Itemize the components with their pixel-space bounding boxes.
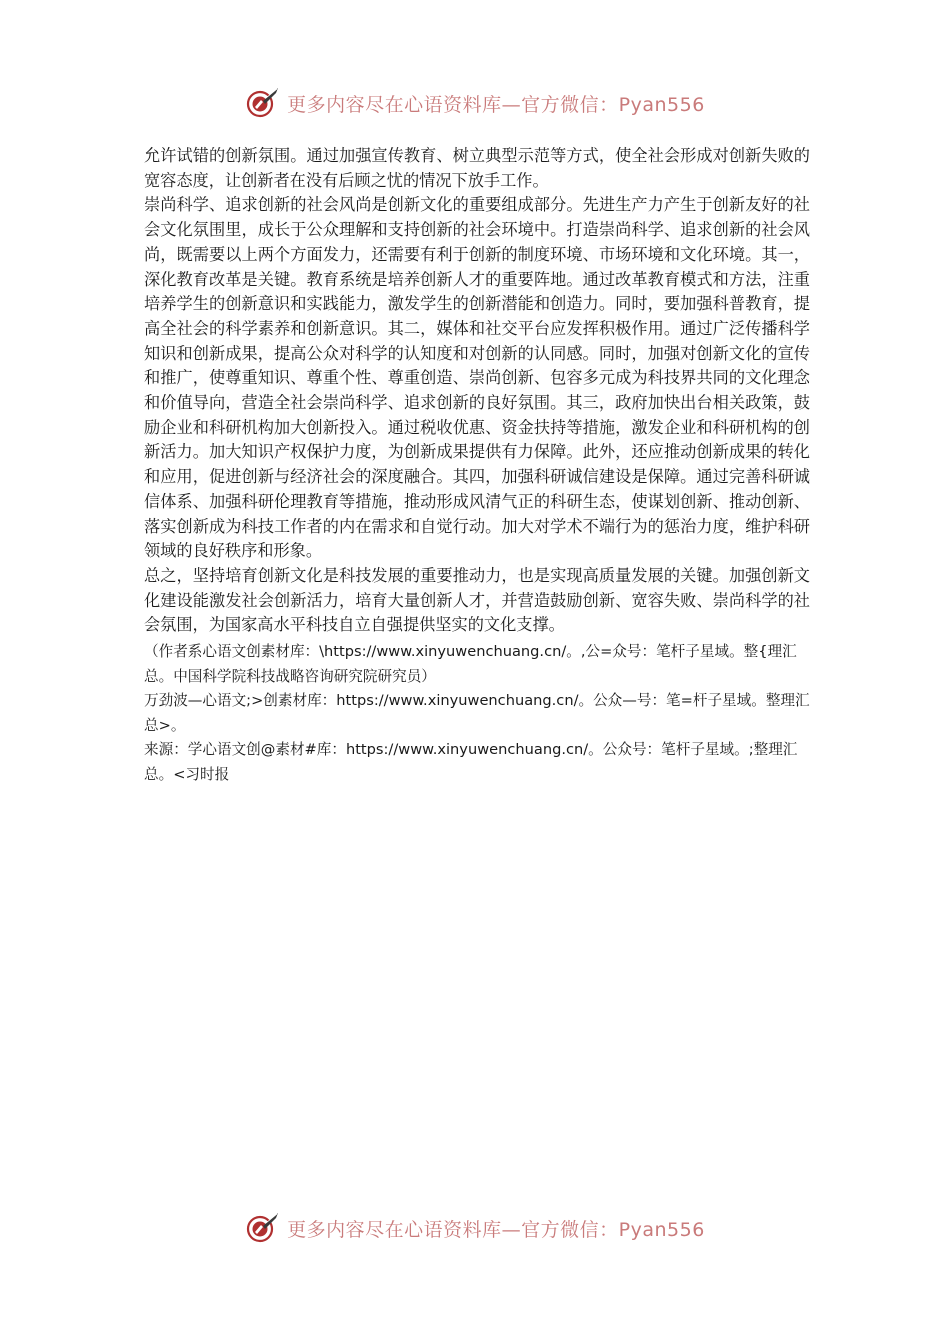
banner-text (287, 1215, 705, 1242)
byline-note: 万劲波—心语文;>创素材库：https://www.xinyuwenchuang.cn/。公众—号：笔=杆子星域。整理汇总>。 (144, 692, 810, 734)
author-note: （作者系心语文创素材库：\https://www.xinyuwenchuang.cn/。,公=众号：笔杆子星域。整{理汇总。中国科学院科技战略咨询研究院研究员） (144, 643, 797, 685)
banner-slogan: 更多内容尽在心语资料库—官方微信： (287, 93, 619, 116)
source-note: 来源：学心语文创@素材#库：https://www.xinyuwenchuang.cn/。公众号：笔杆子星域。;整理汇总。<习时报 (144, 741, 798, 783)
wechat-id: Pyan556 (618, 1218, 705, 1241)
quill-seal-icon (245, 85, 281, 121)
wechat-id: Pyan556 (618, 93, 705, 116)
paragraph-2: 崇尚科学、追求创新的社会风尚是创新文化的重要组成部分。先进生产力产生于创新友好的社会文化氛围里，成长于公众理解和支持创新的社会环境中。打造崇尚科学、追求创新的社会风尚，既需要以上两个方面发力，还需要有利于创新的制度环境、市场环境和文化环境。其一，深化教育改革是关键。教育系统是培养创新人才的重要阵地。通过改革教育模式和方法，注重培养学生的创新意识和实践能力，激发学生的创新潜能和创造力。同时，要加强科普教育，提高全社会的科学素养和创新意识。其二，媒体和社交平台应发挥积极作用。通过广泛传播科学知识和创新成果，提高公众对科学的认知度和对创新的认同感。同时，加强对创新文化的宣传和推广，使尊重知识、尊重个性、尊重创造、崇尚创新、包容多元成为科技界共同的文化理念和价值导向，营造全社会崇尚科学、追求创新的良好氛围。其三，政府加快出台相关政策，鼓励企业和科研机构加大创新投入。通过税收优惠、资金扶持等措施，激发企业和科研机构的创新活力。加大知识产权保护力度，为创新成果提供有力保障。此外，还应推动创新成果的转化和应用，促进创新与经济社会的深度融合。其四，加强科研诚信建设是保障。通过完善科研诚信体系、加强科研伦理教育等措施，推动形成风清气正的科研生态，使谋划创新、推动创新、落实创新成为科技工作者的内在需求和自觉行动。加大对学术不端行为的惩治力度，维护科研领域的良好秩序和形象。 (144, 195, 810, 561)
banner-text (287, 90, 705, 117)
paragraph-3: 总之，坚持培育创新文化是科技发展的重要推动力，也是实现高质量发展的关键。加强创新文化建设能激发社会创新活力，培育大量创新人才，并营造鼓励创新、宽容失败、崇尚科学的社会氛围，为国家高水平科技自立自强提供坚实的文化支撑。 (144, 565, 810, 635)
header-banner (0, 83, 950, 123)
banner-slogan: 更多内容尽在心语资料库—官方微信： (287, 1218, 619, 1241)
article-body (144, 144, 810, 787)
paragraph-1: 允许试错的创新氛围。通过加强宣传教育、树立典型示范等方式，使全社会形成对创新失败的宽容态度，让创新者在没有后顾之忧的情况下放手工作。 (144, 146, 810, 190)
footer-banner (0, 1208, 950, 1248)
quill-seal-icon (245, 1210, 281, 1246)
